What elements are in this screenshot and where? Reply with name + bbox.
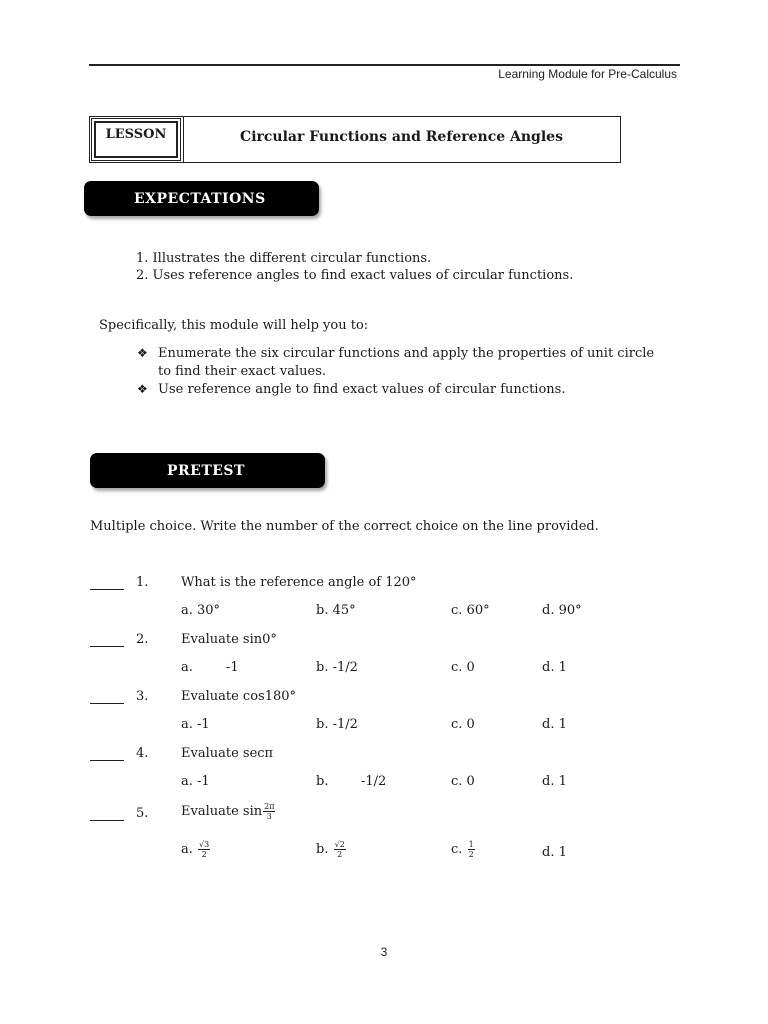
pretest-heading: PRETEST [167,463,245,479]
expectations-heading: EXPECTATIONS [134,191,266,207]
option-c: c. 0 [451,774,475,789]
lesson-title: Circular Functions and Reference Angles [240,129,563,145]
module-title: Learning Module for Pre-Calculus [498,67,677,81]
option-a: a. -1 [181,717,210,732]
specifically-text: Specifically, this module will help you to: [99,318,369,333]
answer-line-4[interactable] [90,760,124,761]
answer-line-1[interactable] [90,589,124,590]
pretest-instructions: Multiple choice. Write the number of the correct choice on the line provided. [90,519,599,534]
option-c: c. 60° [451,603,490,618]
fraction-1-over-2: $\frac{1}{2}$ [468,840,474,859]
option-b: b. -1/2 [316,717,358,732]
option-d: d. 90° [542,603,582,618]
bullet-icon: ❖ [137,382,148,396]
option-c: c. 0 [451,717,475,732]
question-text [181,802,275,821]
lesson-tag: LESSON [91,118,181,161]
option-d: d. 1 [542,717,567,732]
option-a: a. -1 [181,774,210,789]
answer-line-2[interactable] [90,646,124,647]
option-d: d. 1 [542,660,567,675]
question-number: 2. [136,632,149,647]
option-a: a. $\frac{√3}{2}$ [181,840,210,859]
option-b: b. 45° [316,603,356,618]
question-number: 1. [136,575,149,590]
header-rule [89,64,680,66]
option-a: a. 30° [181,603,221,618]
question-text: Evaluate sin0° [181,632,277,647]
pretest-banner [90,453,325,488]
option-b: b. -1/2 [316,660,358,675]
bullet-icon: ❖ [137,346,148,360]
option-b: b. $\frac{√2}{2}$ [316,840,345,859]
bullet-1-line-2: to find their exact values. [158,364,327,379]
question-text: Evaluate secπ [181,746,274,761]
option-c: c. 0 [451,660,475,675]
question-text: Evaluate cos180° [181,689,297,704]
bullet-2-line-1: Use reference angle to find exact values of circular functions. [158,382,566,397]
fraction-sqrt2-over-2: $\frac{√2}{2}$ [334,840,345,859]
fraction-2pi-over-3: $\frac{2\pi}{3}$ [264,802,275,821]
option-b-label: b. [316,774,329,789]
option-a-value: -1 [226,660,239,675]
answer-line-3[interactable] [90,703,124,704]
option-d: d. 1 [542,774,567,789]
option-a-label: a. [181,660,193,675]
question-number: 5. [136,806,149,821]
page-number: 3 [380,945,388,959]
question-number: 4. [136,746,149,761]
bullet-1-line-1: Enumerate the six circular functions and apply the properties of unit circle [158,346,655,361]
lesson-box [89,116,621,163]
option-d: d. 1 [542,845,567,860]
expectation-item-1: 1. Illustrates the different circular functions. [136,251,432,266]
question-number: 3. [136,689,149,704]
fraction-sqrt3-over-2: $\frac{√3}{2}$ [199,840,210,859]
expectations-banner [84,181,319,216]
option-c: c. $\frac{1}{2}$ [451,840,474,859]
answer-line-5[interactable] [90,820,124,821]
expectation-item-2: 2. Uses reference angles to find exact values of circular functions. [136,268,574,283]
question-text-prefix: Evaluate sin [181,804,263,819]
question-text: What is the reference angle of 120° [181,575,417,590]
option-b-value: -1/2 [361,774,387,789]
